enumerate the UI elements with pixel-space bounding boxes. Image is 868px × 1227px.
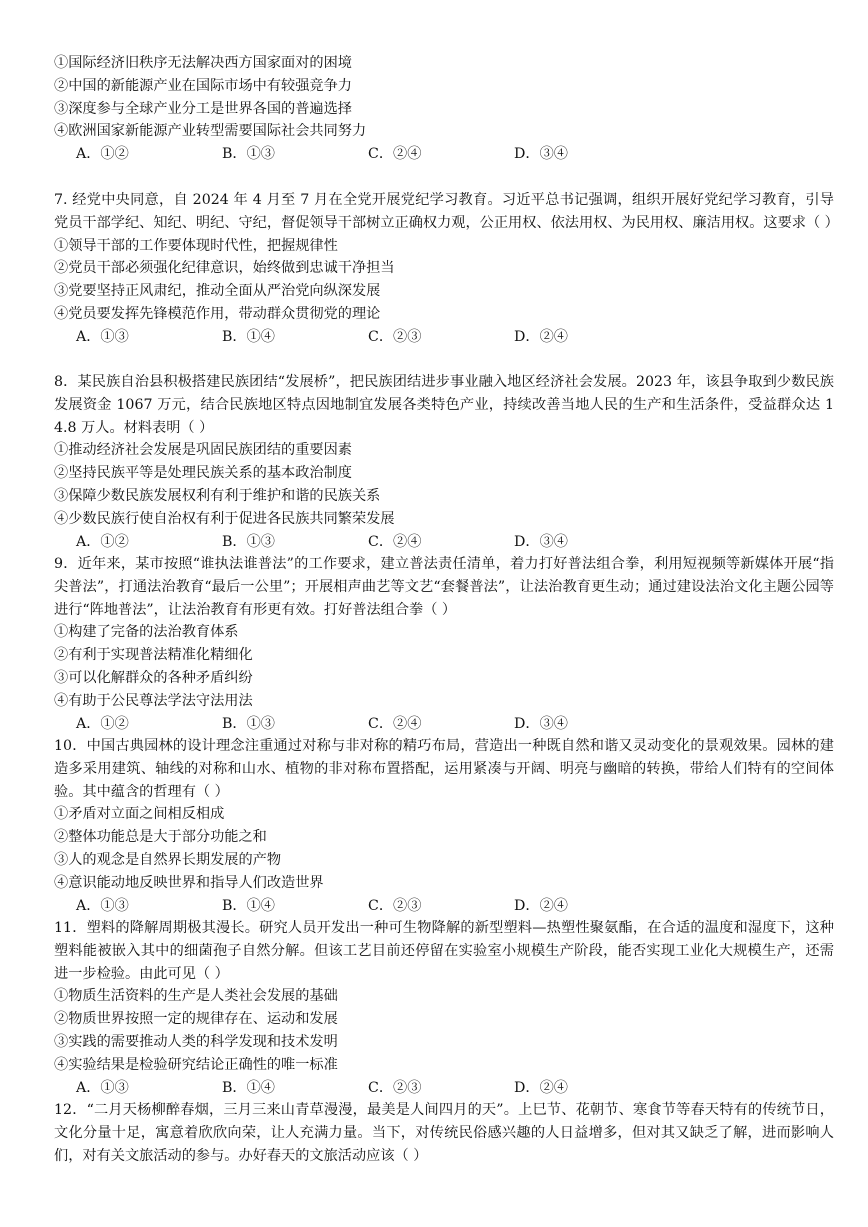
choice-c: C．②④ [368, 715, 422, 732]
choice-b: B．①④ [222, 897, 275, 914]
choice-b: B．①④ [222, 328, 275, 345]
option-1: ①矛盾对立面之间相反相成 [54, 806, 225, 823]
choice-a: A．①③ [76, 1079, 129, 1096]
option-2: ②党员干部必须强化纪律意识，始终做到忠诚干净担当 [54, 260, 395, 277]
question-11 [54, 917, 834, 1099]
choice-a: A．①② [76, 715, 129, 732]
option-1: ①推动经济社会发展是巩固民族团结的重要因素 [54, 442, 352, 459]
option-3: ③人的观念是自然界长期发展的产物 [54, 851, 282, 868]
question-stem: 9．近年来，某市按照“谁执法谁普法”的工作要求，建立普法责任清单，着力打好普法组合拳，利用短视频等新媒体开展“指尖普法”，打通法治教育“最后一公里”；开展相声曲艺等文艺“套餐普法”，让法治教育更生动；通过建设法治文化主题公园等进行“阵地普法”，让法治教育有形更有效。打好普法组合拳（ ） [54, 556, 834, 618]
answer-choices [54, 895, 834, 918]
question-stem: 10．中国古典园林的设计理念注重通过对称与非对称的精巧布局，营造出一种既自然和谐又灵动变化的景观效果。园林的建造多采用建筑、轴线的对称和山水、植物的非对称布置搭配，运用紧凑与开阔、明亮与幽暗的转换，带给人们特有的空间体验。其中蕴含的哲理有（ ） [54, 738, 834, 800]
choice-d: D．③④ [514, 533, 568, 550]
option-2: ②坚持民族平等是处理民族关系的基本政治制度 [54, 465, 352, 482]
option-3: ③实践的需要推动人类的科学发现和技术发明 [54, 1033, 338, 1050]
choice-d: D．③④ [514, 146, 568, 163]
choice-c: C．②④ [368, 146, 422, 163]
option-2: ②整体功能总是大于部分功能之和 [54, 829, 267, 846]
choice-d: D．②④ [514, 328, 568, 345]
choice-b: B．①③ [222, 715, 275, 732]
choice-c: C．②④ [368, 533, 422, 550]
option-2: ②中国的新能源产业在国际市场中有较强竞争力 [54, 77, 352, 94]
option-4: ④有助于公民尊法学法守法用法 [54, 692, 253, 709]
question-6-continuation [54, 52, 834, 166]
question-stem: 8．某民族自治县积极搭建民族团结“发展桥”，把民族团结进步事业融入地区经济社会发展。2023 年，该县争取到少数民族发展资金 1067 万元，结合民族地区特点因地制宜发展各类特色产业，持续改善当地人民的生产和生活条件，受益群众达 14.8 万人。材料表明（ ） [54, 374, 834, 436]
answer-choices [54, 713, 834, 736]
option-4: ④实验结果是检验研究结论正确性的唯一标准 [54, 1056, 338, 1073]
option-3: ③党要坚持正风肃纪，推动全面从严治党向纵深发展 [54, 283, 381, 300]
option-2: ②物质世界按照一定的规律存在、运动和发展 [54, 1011, 338, 1028]
question-8 [54, 371, 834, 553]
answer-choices [54, 1077, 834, 1100]
choice-d: D．②④ [514, 1079, 568, 1096]
option-4: ④意识能动地反映世界和指导人们改造世界 [54, 874, 324, 891]
question-10 [54, 735, 834, 917]
option-2: ②有利于实现普法精准化精细化 [54, 647, 253, 664]
choice-a: A．①③ [76, 897, 129, 914]
option-3: ③保障少数民族发展权利有利于维护和谐的民族关系 [54, 487, 381, 504]
option-1: ①领导干部的工作要体现时代性，把握规律性 [54, 237, 338, 254]
question-stem: 12．“二月天杨柳醉春烟，三月三来山青草漫漫，最美是人间四月的天”。上巳节、花朝节、寒食节等春天特有的传统节日，文化分量十足，寓意着欣欣向荣，让人充满力量。当下，对传统民俗感兴趣的人日益增多，但对其又缺乏了解，进而影响人们，对有关文旅活动的参与。办好春天的文旅活动应该（ ） [54, 1102, 834, 1164]
question-12 [54, 1099, 834, 1167]
answer-choices [54, 531, 834, 554]
option-3: ③深度参与全球产业分工是世界各国的普遍选择 [54, 100, 352, 117]
option-4: ④少数民族行使自治权有利于促进各民族共同繁荣发展 [54, 510, 395, 527]
choice-a: A．①③ [76, 328, 129, 345]
choice-c: C．②③ [368, 328, 422, 345]
answer-choices [54, 326, 834, 349]
choice-d: D．③④ [514, 715, 568, 732]
question-stem: 7. 经党中央同意，自 2024 年 4 月至 7 月在全党开展党纪学习教育。习近平总书记强调，组织开展好党纪学习教育，引导党员干部学纪、知纪、明纪、守纪，督促领导干部树立正确权力观，公正用权、依法用权、为民用权、廉洁用权。这要求（ ） [54, 192, 839, 231]
choice-d: D．②④ [514, 897, 568, 914]
choice-b: B．①④ [222, 1079, 275, 1096]
option-1: ①物质生活资料的生产是人类社会发展的基础 [54, 988, 338, 1005]
answer-choices [54, 143, 834, 166]
option-4: ④欧洲国家新能源产业转型需要国际社会共同努力 [54, 123, 367, 140]
choice-c: C．②③ [368, 1079, 422, 1096]
choice-a: A．①② [76, 146, 129, 163]
question-stem: 11．塑料的降解周期极其漫长。研究人员开发出一种可生物降解的新型塑料—热塑性聚氨酯，在合适的温度和湿度下，这种塑料能被嵌入其中的细菌孢子自然分解。但该工艺目前还停留在实验室小规模生产阶段，能否实现工业化大规模生产，还需进一步检验。由此可见（ ） [54, 920, 834, 982]
choice-b: B．①③ [222, 146, 275, 163]
choice-b: B．①③ [222, 533, 275, 550]
option-1: ①国际经济旧秩序无法解决西方国家面对的困境 [54, 55, 352, 71]
choice-a: A．①② [76, 533, 129, 550]
question-9 [54, 553, 834, 735]
question-7 [54, 189, 839, 349]
choice-c: C．②③ [368, 897, 422, 914]
option-3: ③可以化解群众的各种矛盾纠纷 [54, 669, 253, 686]
option-1: ①构建了完备的法治教育体系 [54, 624, 239, 641]
option-4: ④党员要发挥先锋模范作用，带动群众贯彻党的理论 [54, 305, 381, 322]
